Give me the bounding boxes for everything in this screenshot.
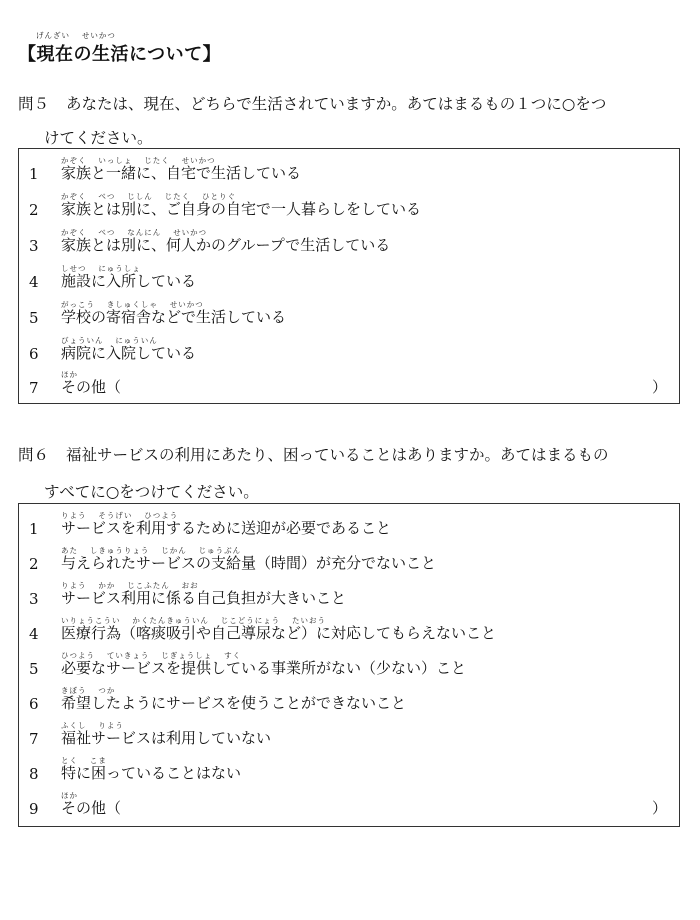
q5-option-1-number: 1 [29, 165, 39, 183]
q5-option-7-close-paren: ） [651, 378, 667, 396]
q5-option-1-label: 家族と一緒に、自宅で生活している [61, 164, 302, 182]
q6-option-1[interactable] [19, 508, 679, 544]
question-6-number: 問６ [18, 446, 50, 464]
q6-option-7[interactable] [19, 718, 679, 754]
q5-option-1-ruby: かぞく いっしょ じたく せいかつ [61, 156, 216, 165]
q5-option-1[interactable] [19, 153, 679, 189]
q6-option-9-ruby: ほか [61, 791, 78, 800]
question-5-line-1 [18, 92, 606, 114]
q6-option-2[interactable] [19, 543, 679, 579]
q6-option-4-label: 医療行為（喀痰吸引や自己導尿など）に対応してもらえないこと [61, 624, 497, 642]
q6-option-6-number: 6 [29, 695, 39, 713]
q5-option-4[interactable] [19, 261, 679, 297]
q5-option-4-label: 施設に入所している [61, 272, 197, 290]
question-5-number: 問５ [18, 95, 50, 113]
q5-option-6-ruby: びょういん にゅういん [61, 336, 158, 345]
q5-option-2-number: 2 [29, 201, 39, 219]
q6-option-6-ruby: きぼう つか [61, 686, 116, 695]
q6-option-1-ruby: りよう そうげい ひつよう [61, 511, 179, 520]
q5-option-7-ruby: ほか [61, 370, 78, 379]
q6-option-2-label: 与えられたサービスの支給量（時間）が充分でないこと [61, 554, 437, 572]
q6-option-9-label: その他（ [61, 799, 122, 817]
question-6-options-box [18, 503, 680, 827]
section-title-ruby: げんざい せいかつ [36, 31, 116, 40]
q5-option-2[interactable] [19, 189, 679, 225]
q6-option-5-ruby: ひつよう ていきょう じぎょうしょ すく [61, 651, 242, 660]
section-title-text: 【現在の生活について】 [18, 44, 222, 65]
question-5-options-box [18, 148, 680, 404]
q6-option-9-number: 9 [29, 800, 39, 818]
question-6-text-1: 福祉サービスの利用にあたり、困っていることはありますか。あてはまるもの [65, 446, 609, 464]
q5-option-5[interactable] [19, 297, 679, 333]
q6-option-8-number: 8 [29, 765, 39, 783]
q6-option-4[interactable] [19, 613, 679, 649]
q5-option-4-number: 4 [29, 273, 39, 291]
q6-option-5[interactable] [19, 648, 679, 684]
q6-option-9[interactable] [19, 788, 679, 824]
q6-option-6-label: 希望したようにサービスを使うことができないこと [61, 694, 407, 712]
q6-option-1-number: 1 [29, 520, 39, 538]
q6-option-3-label: サービス利用に係る自己負担が大きいこと [61, 589, 347, 607]
q5-option-5-number: 5 [29, 309, 39, 327]
q6-option-8[interactable] [19, 753, 679, 789]
q6-option-5-label: 必要なサービスを提供している事業所がない（少ない）こと [61, 659, 467, 677]
question-5-text-2: けてください。 [44, 129, 153, 147]
q6-option-4-ruby: いりょうこうい かくたんきゅういん じこどうにょう たいおう [61, 616, 327, 625]
q5-option-7-number: 7 [29, 379, 39, 397]
q6-option-2-ruby: あた しきゅうりょう じかん じゅうぶん [61, 546, 242, 555]
q6-option-1-label: サービスを利用するために送迎が必要であること [61, 519, 392, 537]
q5-option-3-number: 3 [29, 237, 39, 255]
q5-option-3-ruby: かぞく べつ なんにん せいかつ [61, 228, 208, 237]
q6-option-9-close-paren: ） [651, 799, 667, 817]
q6-option-8-label: 特に困っていることはない [61, 764, 242, 782]
q5-option-4-ruby: しせつ にゅうしょ [61, 264, 141, 273]
question-6-line-1 [18, 443, 608, 465]
question-6-text-2: すべてに○をつけてください。 [44, 483, 259, 501]
q6-option-8-ruby: とく こま [61, 756, 107, 765]
q5-option-2-ruby: かぞく べつ じしん じたく ひとりぐ [61, 192, 237, 201]
q5-option-5-ruby: がっこう きしゅくしゃ せいかつ [61, 300, 204, 309]
q6-option-7-number: 7 [29, 730, 39, 748]
question-5-text-1: あなたは、現在、どちらで生活されていますか。あてはまるもの１つに○をつ [65, 95, 607, 113]
q6-option-5-number: 5 [29, 660, 39, 678]
q6-option-7-label: 福祉サービスは利用していない [61, 729, 272, 747]
q5-option-3-label: 家族とは別に、何人かのグループで生活している [61, 236, 391, 254]
q5-option-7-label: その他（ [61, 378, 122, 396]
q5-option-5-label: 学校の寄宿舎などで生活している [61, 308, 287, 326]
q5-option-3[interactable] [19, 225, 679, 261]
q5-option-2-label: 家族とは別に、ご自身の自宅で一人暮らしをしている [61, 200, 422, 218]
q6-option-7-ruby: ふくし りよう [61, 721, 124, 730]
q5-option-6-number: 6 [29, 345, 39, 363]
q6-option-3-ruby: りよう かか じこふたん おお [61, 581, 199, 590]
q5-option-6[interactable] [19, 333, 679, 369]
q5-option-7[interactable] [19, 367, 679, 403]
q6-option-2-number: 2 [29, 555, 39, 573]
q6-option-3-number: 3 [29, 590, 39, 608]
q5-option-6-label: 病院に入院している [61, 344, 197, 362]
q6-option-6[interactable] [19, 683, 679, 719]
q6-option-3[interactable] [19, 578, 679, 614]
q6-option-4-number: 4 [29, 625, 39, 643]
section-title [18, 40, 221, 66]
